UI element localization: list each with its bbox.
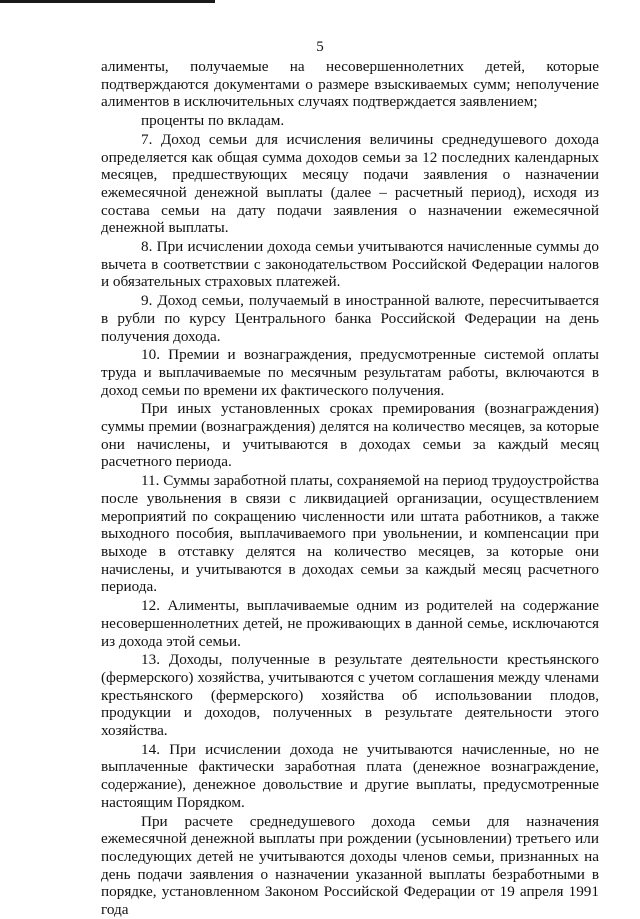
paragraph-10-bonus-terms: При иных установленных сроках премирования (вознаграждения) суммы премии (вознаграждения) делятся на количество месяцев, за которые они начислены, и учитываются в доходах семьи за каждый месяц расчетного периода.	[101, 400, 599, 471]
paragraph-deposit-interest: проценты по вкладам.	[141, 112, 285, 130]
paragraph-10: 10. Премии и вознаграждения, предусмотренные системой оплаты труда и выплачиваемые по месячным результатам работы, включаются в доход семьи по времени их фактического получения.	[101, 346, 599, 399]
paragraph-14: 14. При исчислении дохода не учитываются начисленные, но не выплаченные фактически заработная плата (денежное вознаграждение, содержание), денежное довольствие и другие выплаты, предусмотренные настоящим Порядком.	[101, 740, 599, 811]
paragraph-8: 8. При исчислении дохода семьи учитываются начисленные суммы до вычета в соответствии с законодательством Российской Федерации налогов и обязательных страховых платежей.	[101, 238, 599, 291]
paragraph-13: 13. Доходы, полученные в результате деятельности крестьянского (фермерского) хозяйства, учитываются с учетом соглашения между членами крестьянского (фермерского) хозяйства об использовании плодов, продукции и доходов, полученных в результате деятельности этого хозяйства.	[101, 651, 599, 740]
top-stamp-bar	[0, 0, 215, 3]
paragraph-11: 11. Суммы заработной платы, сохраняемой на период трудоустройства после увольнения в связи с ликвидацией организации, осуществлением мероприятий по сокращению численности или штата работников, а также выходного пособия, выплачиваемого при увольнении, и компенсации при выходе в отставку делятся на количество месяцев, за которые они начислены, и учитываются в доходах семьи за каждый месяц расчетного периода.	[101, 472, 599, 596]
document-body	[101, 58, 599, 919]
page-number: 5	[316, 39, 324, 55]
paragraph-12: 12. Алименты, выплачиваемые одним из родителей на содержание несовершеннолетних детей, не проживающих в данной семье, исключаются из дохода этой семьи.	[101, 597, 599, 650]
paragraph-7: 7. Доход семьи для исчисления величины среднедушевого дохода определяется как общая сумма доходов семьи за 12 последних календарных месяцев, предшествующих месяцу подачи заявления о назначении ежемесячной денежной выплаты (далее – расчетный период), исходя из состава семьи на дату подачи заявления о назначении ежемесячной денежной выплаты.	[101, 130, 599, 237]
paragraph-alimony-documents: алименты, получаемые на несовершеннолетних детей, которые подтверждаются документами о размере взыскиваемых сумм; неполучение алиментов в исключительных случаях подтверждается заявлением;	[101, 58, 599, 111]
paragraph-unemployed-exclusion: При расчете среднедушевого дохода семьи для назначения ежемесячной денежной выплаты при рождении (усыновлении) третьего или последующих детей не учитываются доходы членов семьи, признанных на день подачи заявления о назначении указанной выплаты безработными в порядке, установленном Законом Российской Федерации от 19 апреля 1991 года	[101, 812, 599, 919]
paragraph-9: 9. Доход семьи, получаемый в иностранной валюте, пересчитывается в рубли по курсу Центрального банка Российской Федерации на день получения дохода.	[101, 292, 599, 345]
